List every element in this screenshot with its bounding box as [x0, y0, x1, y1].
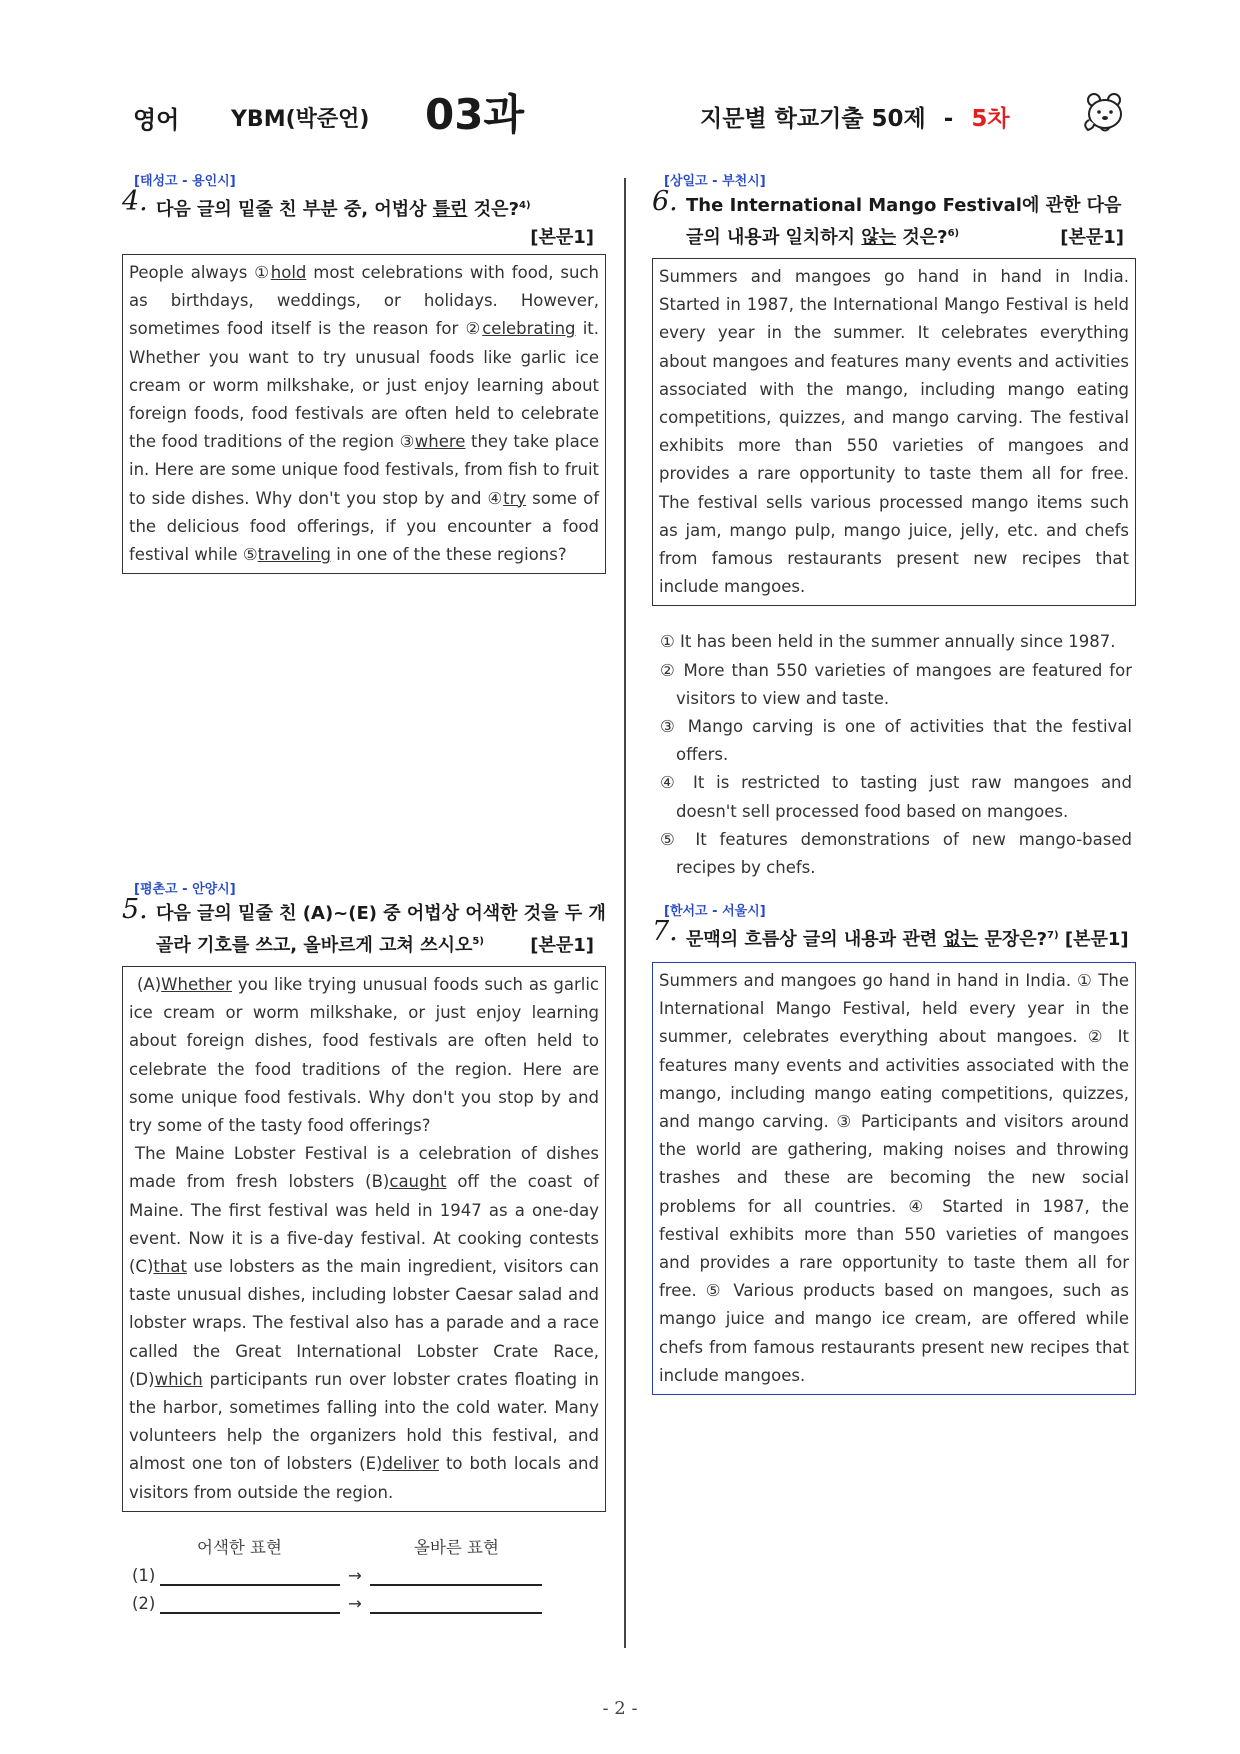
option-3[interactable]: ③ Mango carving is one of activities that the festival offers.: [660, 717, 1132, 765]
choice-marker: (C): [129, 1257, 154, 1277]
lesson-label: 03과: [425, 90, 525, 139]
question-stem: [122, 186, 608, 248]
passage-box: [122, 966, 606, 1512]
passage-paragraph: [129, 259, 599, 569]
question-stem: [122, 894, 608, 960]
choice-marker: (E): [359, 1454, 383, 1474]
correct-answer-blank[interactable]: [370, 1584, 542, 1586]
passage-paragraph: Summers and mangoes go hand in hand in India. Started in 1987, the International Mango Festival is held every year in the summer. It celebrates everything about mangoes and features many events and activities associated with the mango, including mango eating competitions, quizzes, and mango carving. The festival exhibits more than 550 varieties of mangoes and provides a rare opportunity to taste them all for free. The festival sells various processed mango items such as jam, mango pulp, mango juice, jelly, etc. and chefs from famous restaurants present new recipes that include mangoes.: [659, 267, 1129, 597]
section-tag: [본문1]: [530, 227, 594, 248]
footnote-mark: 6): [947, 228, 960, 239]
choice-marker: ③: [399, 432, 415, 452]
option-2[interactable]: ② More than 550 varieties of mangoes are featured for visitors to view and taste.: [660, 660, 1132, 708]
wrong-answer-blank[interactable]: [160, 1612, 340, 1614]
question-number: 6.: [652, 186, 678, 217]
question-number: 4.: [122, 186, 148, 217]
wrong-expression-header: 어색한 표현: [197, 1537, 282, 1557]
school-label: [상일고 - 부천시]: [664, 174, 766, 189]
choice-marker: ⑤: [242, 545, 258, 565]
underlined-word: deliver: [382, 1454, 439, 1474]
correct-answer-blank[interactable]: [370, 1612, 542, 1614]
choice-marker: (D): [129, 1369, 155, 1389]
correct-expression-header: 올바른 표현: [414, 1537, 499, 1557]
stem-underline: 않는: [861, 227, 897, 248]
wrong-answer-blank[interactable]: [160, 1584, 340, 1586]
option-4[interactable]: ④ It is restricted to tasting just raw mangoes and doesn't sell processed food based on mangoes.: [660, 773, 1132, 821]
passage-text: some of the delicious food offerings, if you encounter a food festival while: [129, 488, 599, 565]
underlined-word: celebrating: [482, 319, 576, 339]
passage-paragraph: [129, 1140, 599, 1507]
answer-options: [652, 628, 1138, 882]
underlined-word: Whether: [161, 975, 232, 994]
round-label: 5차: [971, 106, 1010, 132]
stem-underline: 틀린: [432, 199, 468, 220]
underlined-word: hold: [270, 263, 307, 282]
question-number: 7.: [652, 916, 678, 947]
question-6: [652, 172, 1138, 882]
page-number: - 2 -: [602, 1698, 638, 1719]
footnote-mark: 7): [1047, 930, 1059, 941]
stem-text: 다음 글의 밑줄 친 (A)~(E) 중 어법상 어색한 것을 두 개 골라 기호를 쓰고, 올바르게 고쳐 쓰시오: [156, 903, 606, 956]
underlined-word: try: [503, 488, 527, 508]
arrow: →: [348, 1593, 362, 1613]
question-stem: [652, 186, 1138, 252]
passage-text: you like trying unusual foods such as garlic ice cream or worm milkshake, or just enjoy learning about foreign dishes, food festivals are often held to celebrate the food traditions of the region. Here are some unique food festivals. Why don't you stop by and try some of the tasty food offerings?: [129, 975, 599, 1136]
series-dash: -: [943, 106, 954, 132]
stem-underline: 없는: [943, 929, 979, 950]
stem-text: 문장은?: [978, 929, 1048, 950]
bear-mascot-icon: [1080, 88, 1130, 138]
arrow: →: [348, 1565, 362, 1585]
column-divider: [624, 178, 626, 1648]
question-5: [122, 880, 608, 1624]
passage-box: [652, 258, 1136, 606]
passage-text: participants run over lobster crates floating in the harbor, sometimes falling into the cold water. Many volunteers help the organizers hold this festival, and almost one ton of lobsters: [129, 1369, 599, 1474]
underlined-word: that: [153, 1257, 187, 1277]
passage-text: The Maine Lobster Festival is a celebration of dishes made from fresh lobsters: [129, 1144, 599, 1192]
passage-text: most celebrations with food, such as birthdays, weddings, or holidays. However, sometimes food itself is the reason for: [129, 263, 599, 339]
passage-text: off the coast of Maine. The first festival was held in 1947 as a one-day event. Now it is a five-day festival. At cooking contests: [129, 1172, 599, 1248]
option-1[interactable]: ① It has been held in the summer annually since 1987.: [660, 632, 1116, 652]
passage-box: [652, 962, 1136, 1395]
section-tag: [본문1]: [1058, 929, 1129, 950]
choice-marker: ④: [487, 488, 504, 508]
section-tag: [본문1]: [1060, 227, 1124, 248]
stem-text: 것은?: [467, 199, 520, 220]
footnote-mark: 4): [519, 200, 531, 211]
publisher-label: YBM(박준언): [231, 107, 370, 132]
stem-text: 문맥의 흐름상 글의 내용과 관련: [686, 929, 944, 950]
answer-area: [122, 1534, 608, 1624]
passage-text: in one of the these regions?: [331, 545, 567, 565]
question-stem: [652, 916, 1138, 956]
underlined-word: where: [414, 432, 466, 452]
series-label: 지문별 학교기출 50제: [700, 106, 926, 132]
passage-text: People always: [129, 263, 255, 282]
row-number: (2): [132, 1593, 156, 1613]
stem-text: 다음 글의 밑줄 친 부분 중, 어법상: [156, 199, 433, 220]
choice-marker: (A): [137, 975, 162, 994]
passage-paragraph: Summers and mangoes go hand in hand in India. ① The International Mango Festival, held every year in the summer, celebrates everything about mangoes. ② It features many events and activities associated with the mango, including mango eating competitions, quizzes, and mango carving. ③ Participants and visitors around the world are gathering, making noises and throwing trashes and these are becoming the new social problems for all countries. ④ Started in 1987, the festival exhibits more than 550 varieties of mangoes and provides a rare opportunity to taste them all for free. ⑤ Various products based on mangoes, such as mango juice and mango ice cream, are offered while chefs from famous restaurants present new recipes that include mangoes.: [659, 971, 1129, 1385]
stem-text: The International Mango Festival에 관한 다음 글의 내용과 일치하지: [686, 195, 1122, 248]
footnote-mark: 5): [472, 936, 484, 947]
school-label: [한서고 - 서울시]: [664, 904, 766, 919]
choice-marker: ②: [465, 319, 483, 339]
question-number: 5.: [122, 894, 148, 925]
page-header: [0, 82, 1240, 142]
passage-text: use lobsters as the main ingredient, visitors can taste unusual dishes, including lobster Caesar salad and lobster wraps. The festival also has a parade and a race called the Great International Lobster Crate Race,: [129, 1257, 599, 1361]
choice-marker: ①: [254, 263, 271, 282]
question-4: [122, 172, 608, 574]
choice-marker: (B): [365, 1172, 390, 1192]
option-5[interactable]: ⑤ It features demonstrations of new mango-based recipes by chefs.: [660, 829, 1132, 878]
series-title: [700, 100, 1010, 133]
passage-text: to both locals and visitors from outside the region.: [129, 1454, 599, 1502]
underlined-word: traveling: [257, 545, 332, 565]
section-tag: [본문1]: [530, 935, 594, 956]
passage-box: [122, 254, 606, 574]
passage-text: they take place in. Here are some unique food festivals, from fish to fruit to side dishes. Why don't you stop by and: [129, 432, 600, 508]
row-number: (1): [132, 1565, 156, 1585]
school-label: [태성고 - 용인시]: [134, 174, 236, 189]
question-7: [652, 902, 1138, 1395]
passage-text: it. Whether you want to try unusual foods like garlic ice cream or worm milkshake, or just enjoy learning about foreign foods, food festivals are often held to celebrate the food traditions of the region: [129, 319, 600, 452]
underlined-word: caught: [389, 1172, 447, 1192]
underlined-word: which: [154, 1369, 203, 1389]
passage-paragraph: [129, 971, 599, 1140]
stem-text: 것은?: [896, 227, 948, 248]
subject-label: 영어: [133, 106, 180, 134]
school-label: [평촌고 - 안양시]: [134, 882, 236, 897]
